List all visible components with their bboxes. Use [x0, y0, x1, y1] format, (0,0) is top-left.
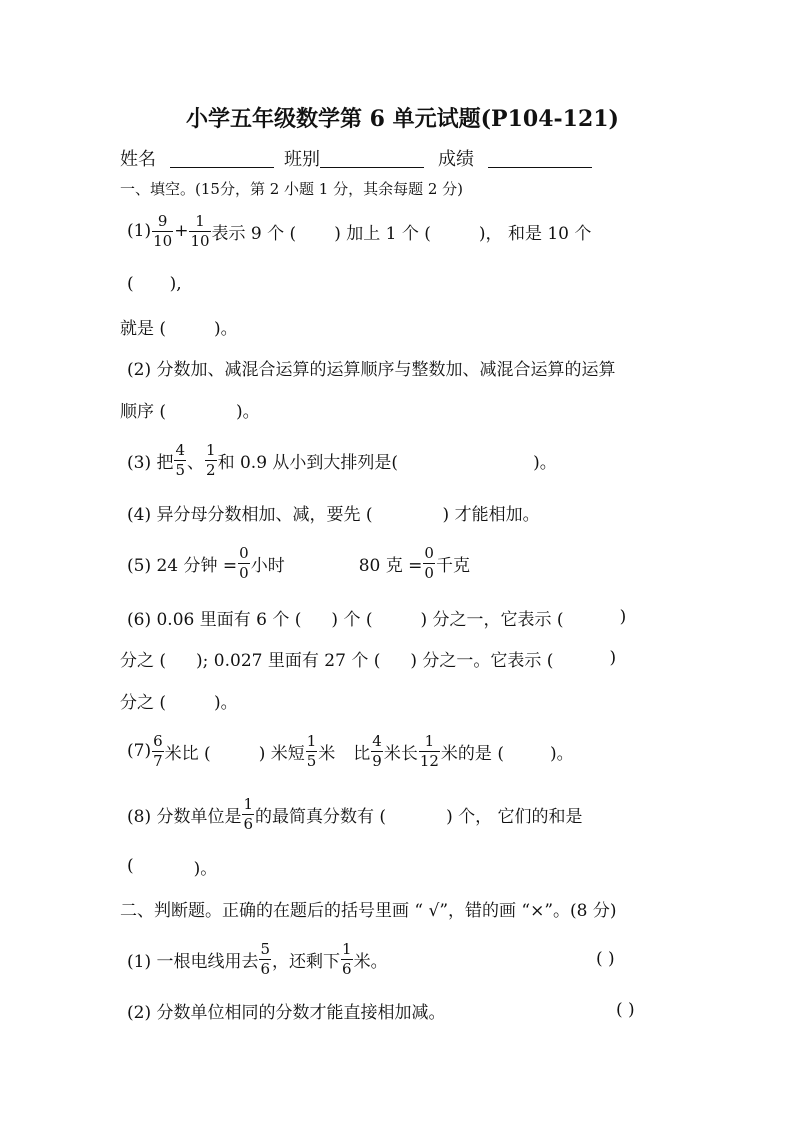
- question-text: ) 米短: [258, 743, 305, 764]
- question-text: ) 分之一，它表示 (: [420, 609, 564, 630]
- class-label: 班别: [284, 149, 320, 170]
- judge-question-2: (2) 分数单位相同的分数才能直接相加减。: [127, 1002, 446, 1023]
- question-text: )。: [214, 692, 238, 713]
- question-text: )。: [549, 743, 574, 764]
- question-text: ) 才能相加。: [442, 504, 540, 525]
- name-label: 姓名: [120, 149, 156, 170]
- question-text: (: [127, 274, 134, 294]
- question-text: 米。: [353, 951, 388, 972]
- question-text: ); 0.027 里面有 27 个 (: [196, 650, 381, 671]
- question-text: (3) 把: [127, 452, 174, 473]
- question-text: 米的是 (: [440, 743, 504, 764]
- question-text: 的最简真分数有 (: [255, 806, 387, 827]
- question-text: 小时: [250, 555, 285, 576]
- fraction: $\frac{9}{10}$: [153, 211, 173, 250]
- section2-heading: 二、判断题。正确的在题后的括号里画 “ √”，错的画 “×”。(8 分): [120, 900, 617, 921]
- question-text: ): [619, 607, 627, 627]
- question-text: (: [127, 856, 134, 876]
- question-text: (5) 24 分钟 =: [127, 555, 238, 576]
- question-text: (6) 0.06 里面有 6 个 (: [127, 609, 302, 630]
- answer-paren-1[interactable]: ( ): [596, 949, 615, 969]
- question-text: 和 0.9 从小到大排列是(: [217, 452, 399, 473]
- question-text: 千克: [435, 555, 470, 576]
- fraction: $\frac{1}{10}$: [190, 211, 210, 250]
- question-text: )。: [214, 318, 238, 339]
- name-field[interactable]: [170, 149, 274, 168]
- question-text: 米长: [383, 743, 418, 764]
- question-text: (7): [127, 741, 152, 761]
- question-text: 表示 9 个 (: [211, 223, 297, 244]
- fraction: $\frac{5}{6}$: [260, 939, 271, 978]
- question-text: (8) 分数单位是: [127, 806, 242, 827]
- section1-heading: 一、填空。(15分，第 2 小题 1 分，其余每题 2 分): [120, 179, 464, 198]
- score-label: 成绩: [438, 149, 474, 170]
- question-3: [127, 440, 557, 480]
- question-1-line-1: [127, 211, 591, 251]
- question-text: ) 加上 1 个 (: [334, 223, 431, 244]
- fraction: $\frac{6}{7}$: [153, 731, 163, 770]
- question-2-line-2: [120, 389, 260, 429]
- question-text: (4) 异分母分数相加、减，要先 (: [127, 504, 373, 525]
- question-text: 就是 (: [120, 318, 167, 339]
- class-field[interactable]: [320, 149, 424, 168]
- question-text: 比: [353, 743, 371, 764]
- question-text: 80 克 =: [358, 555, 423, 576]
- question-text: ) 分之一。它表示 (: [410, 650, 554, 671]
- question-text: ),: [169, 274, 182, 294]
- question-text: )。: [193, 858, 218, 879]
- question-1-number: (1): [127, 221, 152, 241]
- fraction: $\frac{1}{6}$: [342, 939, 352, 978]
- question-7: [127, 731, 574, 771]
- fraction: $\frac{0}{0}$: [239, 543, 249, 582]
- question-text: )。: [533, 452, 557, 473]
- question-text: ) 个 (: [331, 609, 373, 630]
- fraction: $\frac{4}{9}$: [372, 731, 382, 770]
- question-text: 分之 (: [120, 692, 167, 713]
- question-text: 顺序 (: [120, 401, 167, 422]
- question-6-line-1: [127, 597, 626, 637]
- fraction: $\frac{0}{0}$: [424, 543, 434, 582]
- question-text: 米: [318, 743, 336, 764]
- question-text: ) 个， 它们的和是: [446, 806, 583, 827]
- question-text: 米比 (: [164, 743, 211, 764]
- question-8-line-2: [127, 846, 217, 886]
- question-text: (1) 一根电线用去: [127, 951, 259, 972]
- page-title: 小学五年级数学第 6 单元试题(P104-121): [186, 105, 619, 132]
- answer-paren-2[interactable]: ( ): [616, 1000, 635, 1020]
- question-6-line-2: [120, 638, 616, 678]
- question-text: )。: [236, 401, 260, 422]
- fraction: $\frac{1}{5}$: [306, 731, 317, 770]
- question-8-line-1: [127, 794, 583, 834]
- question-text: 分之 (: [120, 650, 167, 671]
- question-2-line-1: (2) 分数加、减混合运算的运算顺序与整数加、减混合运算的运算: [127, 359, 616, 380]
- question-4: [127, 492, 540, 532]
- question-1-line-3: [120, 306, 238, 346]
- question-text: )， 和是 10 个: [478, 223, 592, 244]
- question-1-line-2: [127, 264, 182, 304]
- fraction: $\frac{4}{5}$: [175, 440, 186, 479]
- fraction: $\frac{1}{6}$: [243, 794, 254, 833]
- question-text: ): [609, 648, 617, 668]
- question-text: ，还剩下: [272, 951, 341, 972]
- question-text: 、: [187, 452, 205, 473]
- question-5: [127, 543, 470, 583]
- judge-question-1: [127, 939, 388, 979]
- score-field[interactable]: [488, 149, 592, 168]
- fraction: $\frac{1}{12}$: [419, 731, 439, 770]
- plus-sign: +: [174, 221, 189, 241]
- fraction: $\frac{1}{2}$: [206, 440, 216, 479]
- question-6-line-3: [120, 680, 238, 720]
